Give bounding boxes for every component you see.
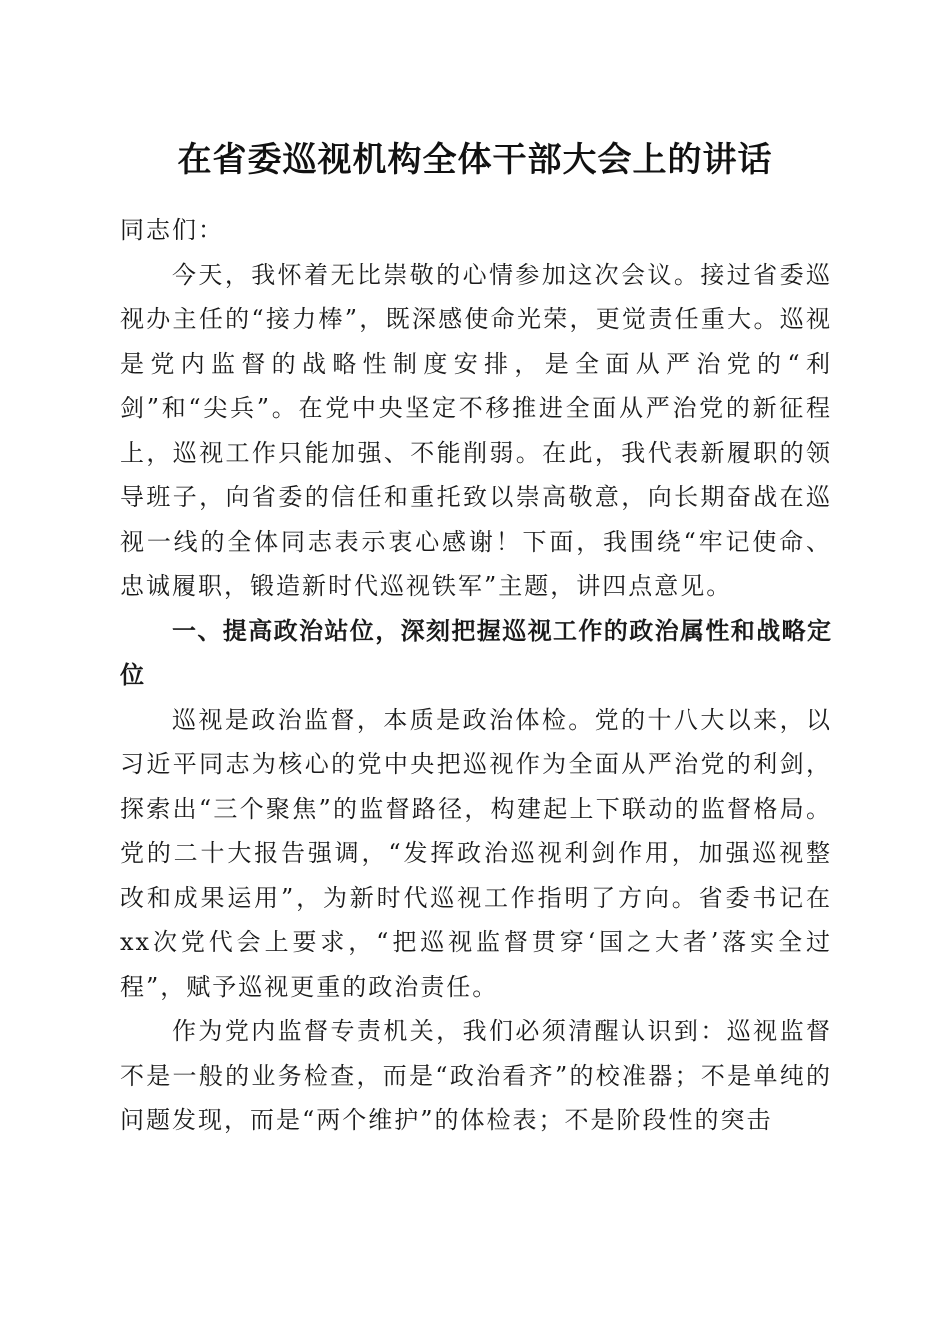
document-body [120, 200, 832, 1143]
paragraph-section-1-b: 作为党内监督专责机关，我们必须清醒认识到：巡视监督不是一般的业务检查，而是“政治看齐”的校准器；不是单纯的问题发现，而是“两个维护”的体检表；不是阶段性的突击 [120, 1017, 832, 1134]
salutation: 同志们： [120, 216, 224, 244]
paragraph-section-1-a: 巡视是政治监督，本质是政治体检。党的十八大以来，以习近平同志为核心的党中央把巡视作为全面从严治党的利剑，探索出“三个聚焦”的监督路径，构建起上下联动的监督格局。党的二十大报告强调，“发挥政治巡视利剑作用，加强巡视整改和成果运用”，为新时代巡视工作指明了方向。省委书记在xx次党代会上要求，“把巡视监督贯穿‘国之大者’落实全过程”，赋予巡视更重的政治责任。 [120, 705, 832, 1001]
section-heading-1: 一、提高政治站位，深刻把握巡视工作的政治属性和战略定位 [120, 616, 832, 689]
paragraph-intro: 今天，我怀着无比崇敬的心情参加这次会议。接过省委巡视办主任的“接力棒”，既深感使命光荣，更觉责任重大。巡视是党内监督的战略性制度安排，是全面从严治党的“利剑”和“尖兵”。在党中央坚定不移推进全面从严治党的新征程上，巡视工作只能加强、不能削弱。在此，我代表新履职的领导班子，向省委的信任和重托致以崇高敬意，向长期奋战在巡视一线的全体同志表示衷心感谢！下面，我围绕“牢记使命、忠诚履职，锻造新时代巡视铁军”主题，讲四点意见。 [120, 260, 832, 600]
document-title: 在省委巡视机构全体干部大会上的讲话 [177, 140, 773, 180]
